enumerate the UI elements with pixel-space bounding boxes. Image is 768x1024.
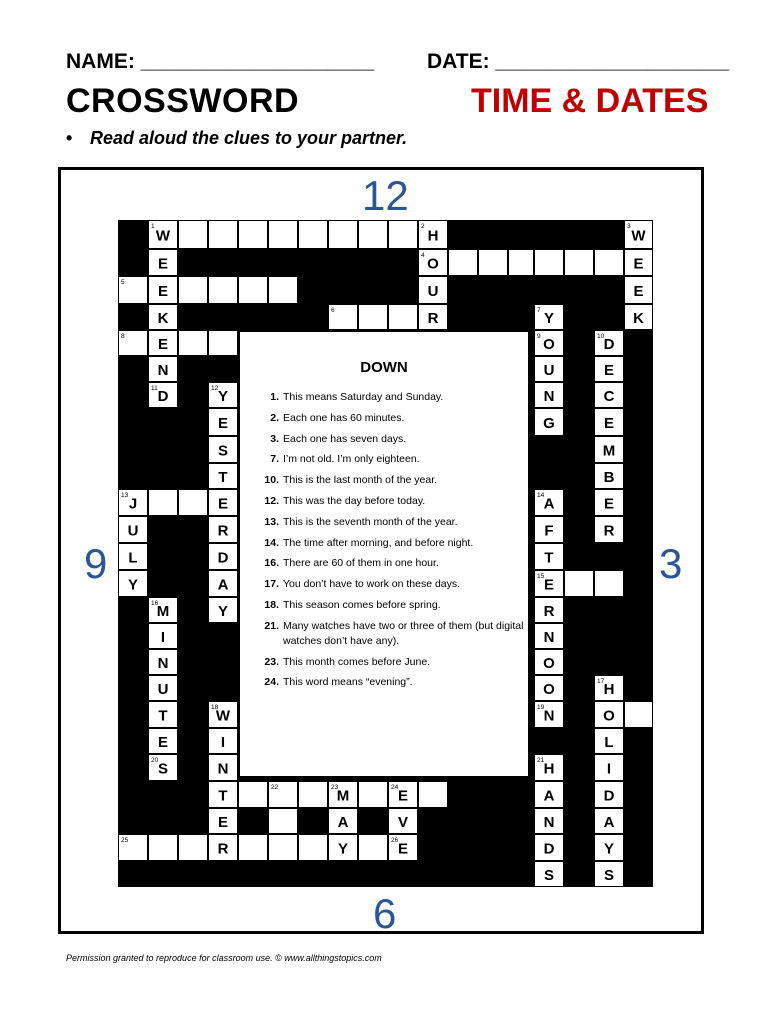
down-clue-number: 21. [264, 619, 279, 632]
cell-letter: Y [603, 840, 615, 858]
date-field-label: DATE: ____________________ [427, 50, 730, 73]
down-clue-text: This month comes before June. [283, 655, 431, 668]
cell-letter: N [217, 760, 229, 778]
grid-cell[interactable] [239, 782, 267, 807]
cell-letter: N [157, 362, 169, 379]
cell-letter: E [603, 415, 615, 432]
cell-letter: H [603, 681, 615, 698]
cell-letter: S [217, 442, 229, 460]
grid-cell[interactable] [149, 835, 177, 860]
clue-number: 20 [151, 757, 159, 764]
clue-number: 4 [421, 252, 425, 259]
down-clue [254, 432, 524, 447]
down-clue [254, 515, 524, 530]
grid-cell[interactable] [269, 835, 297, 860]
cell-letter: D [543, 840, 555, 858]
cell-letter: T [218, 787, 228, 805]
cell-letter: E [157, 336, 169, 353]
cell-letter: D [217, 549, 229, 567]
clue-number: 16 [151, 600, 159, 607]
cell-letter: U [157, 681, 169, 698]
down-clue [254, 494, 524, 509]
grid-cell[interactable] [329, 221, 357, 248]
grid-cell[interactable] [299, 835, 327, 860]
grid-cell[interactable] [565, 250, 593, 275]
page-title: CROSSWORD [66, 82, 300, 120]
cell-letter: E [603, 495, 615, 513]
clue-number: 2 [421, 223, 425, 230]
down-clue-number: 2. [270, 411, 279, 424]
down-clue-number: 3. [270, 432, 279, 445]
cell-letter: D [603, 336, 615, 353]
down-clue-number: 12. [264, 494, 279, 507]
cell-letter: S [543, 867, 555, 884]
cell-letter: R [217, 522, 229, 540]
cell-letter: T [218, 469, 228, 486]
down-clue [254, 598, 524, 613]
down-clue [254, 390, 524, 405]
down-clue-number: 18. [264, 598, 279, 611]
clue-number: 9 [537, 333, 541, 340]
down-clue [254, 452, 524, 467]
cell-letter: D [157, 388, 169, 405]
cell-letter: U [127, 522, 139, 540]
down-clue-text: This was the day before today. [283, 494, 426, 507]
down-clue-text: The time after morning, and before night. [283, 536, 474, 549]
clue-number: 25 [121, 837, 129, 844]
cell-letter: C [603, 388, 615, 405]
cell-letter: R [543, 603, 555, 620]
cell-letter: Y [543, 310, 555, 327]
clue-number: 22 [271, 784, 279, 791]
clue-number: 21 [537, 757, 545, 764]
cell-letter: H [427, 227, 439, 245]
down-clue-text: This means Saturday and Sunday. [283, 391, 444, 403]
down-clue [254, 536, 524, 551]
cell-letter: N [543, 629, 555, 646]
clue-number: 15 [537, 573, 545, 580]
clue-number: 17 [597, 678, 605, 685]
down-clue [254, 411, 524, 426]
cell-letter: R [603, 522, 615, 540]
cell-letter: E [603, 362, 615, 379]
cell-letter: L [128, 549, 138, 567]
grid-cell[interactable] [359, 221, 387, 248]
down-clue-text: Each one has seven days. [283, 432, 407, 445]
down-clue-number: 13. [264, 515, 279, 528]
clue-number: 6 [331, 307, 335, 314]
clock-number-12: 12 [362, 172, 409, 219]
cell-letter: T [158, 707, 168, 725]
down-clue-text: Each one has 60 minutes. [283, 411, 405, 424]
clue-number: 13 [121, 492, 129, 499]
cell-letter: G [543, 415, 555, 432]
grid-cell[interactable] [179, 277, 207, 303]
clock-number-6: 6 [373, 890, 397, 937]
down-clue [254, 577, 524, 592]
cell-letter: S [603, 867, 615, 884]
cell-letter: M [602, 442, 616, 460]
cell-letter: E [217, 814, 229, 831]
grid-cell[interactable] [479, 250, 507, 275]
down-clue-number: 7. [270, 453, 279, 466]
down-clue-text: Many watches have two or three of them (but digital watches don’t have any). [283, 619, 524, 647]
down-clue-text: This is the seventh month of the year. [283, 515, 458, 528]
cell-letter: T [544, 549, 554, 567]
cell-letter: W [215, 707, 231, 725]
cell-letter: Y [217, 388, 229, 405]
down-clue-list [254, 390, 524, 696]
grid-cell[interactable] [149, 490, 177, 515]
clue-number: 24 [391, 784, 399, 791]
grid-cell[interactable] [535, 250, 563, 275]
down-clue-number: 16. [264, 557, 279, 570]
grid-cell[interactable] [299, 782, 327, 807]
down-clue-text: You don’t have to work on these days. [283, 578, 461, 591]
grid-cell[interactable] [179, 221, 207, 248]
grid-cell[interactable] [269, 221, 297, 248]
cell-letter: O [427, 255, 439, 273]
cell-letter: R [427, 310, 439, 327]
grid-cell[interactable] [359, 782, 387, 807]
cell-letter: U [543, 362, 555, 379]
down-clue-text: I’m not old. I’m only eighteen. [283, 453, 420, 466]
down-clue [254, 619, 524, 649]
cell-letter: V [397, 814, 409, 831]
cell-letter: R [217, 840, 229, 858]
grid-cell[interactable] [509, 250, 533, 275]
cell-letter: I [606, 760, 612, 778]
clue-number: 3 [627, 223, 631, 230]
cell-letter: O [603, 707, 615, 725]
grid-cell[interactable] [359, 305, 387, 329]
cell-letter: E [157, 734, 169, 751]
grid-cell[interactable] [299, 221, 327, 248]
cell-letter: K [157, 310, 169, 327]
cell-letter: W [631, 227, 646, 245]
clue-number: 12 [211, 385, 219, 392]
clue-number: 1 [151, 223, 155, 230]
clue-number: 8 [121, 333, 125, 340]
cell-letter: M [156, 603, 170, 620]
cell-letter: A [543, 495, 555, 513]
grid-cell[interactable] [595, 571, 623, 596]
cell-letter: O [543, 336, 555, 353]
cell-letter: Y [337, 840, 349, 858]
down-clue-number: 17. [264, 578, 279, 591]
down-clues-panel [240, 332, 528, 776]
clock-number-9: 9 [84, 540, 108, 587]
down-clue-number: 23. [264, 655, 279, 668]
down-clue [254, 473, 524, 488]
cell-letter: A [217, 576, 229, 594]
cell-letter: Y [127, 576, 139, 594]
cell-letter: F [544, 522, 554, 540]
cell-letter: B [603, 469, 615, 486]
cell-letter: A [337, 814, 349, 831]
topic-title: TIME & DATES [471, 82, 709, 120]
down-clue-number: 1. [270, 391, 279, 403]
down-clue-number: 14. [264, 536, 279, 549]
cell-letter: S [157, 760, 169, 778]
down-heading: DOWN [360, 359, 408, 376]
cell-letter: N [543, 814, 555, 831]
down-clue [254, 675, 524, 690]
grid-cell[interactable] [179, 490, 207, 515]
down-clue-text: This word means “evening”. [283, 676, 413, 689]
clue-number: 26 [391, 837, 399, 844]
clue-number: 5 [121, 279, 125, 286]
cell-letter: I [160, 629, 166, 646]
cell-letter: E [157, 283, 169, 300]
grid-cell[interactable] [209, 277, 237, 303]
grid-cell[interactable] [565, 571, 593, 596]
cell-letter: Y [217, 603, 229, 620]
clue-number: 14 [537, 492, 545, 499]
clue-number: 10 [597, 333, 605, 340]
cell-letter: E [633, 283, 644, 300]
cell-letter: I [220, 734, 226, 751]
instruction-row [66, 128, 407, 149]
cell-letter: E [397, 787, 409, 805]
instruction-text: Read aloud the clues to your partner. [90, 128, 408, 148]
cell-letter: E [633, 255, 644, 273]
grid-cell[interactable] [239, 835, 267, 860]
down-clue-text: This is the last month of the year. [283, 474, 438, 487]
bullet-icon: • [66, 128, 73, 148]
cell-letter: J [128, 495, 138, 513]
cell-letter: O [543, 681, 555, 698]
cell-letter: N [543, 707, 555, 725]
clue-number: 19 [537, 704, 545, 711]
grid-cell[interactable] [209, 221, 237, 248]
cell-letter: H [543, 760, 555, 778]
clue-number: 23 [331, 784, 339, 791]
down-clue-text: There are 60 of them in one hour. [283, 557, 439, 570]
down-clue [254, 556, 524, 571]
down-clue [254, 655, 524, 670]
grid-cell[interactable] [419, 782, 447, 807]
footer-permission: Permission granted to reproduce for classroom use. © www.allthingstopics.com [66, 953, 382, 963]
cell-letter: A [603, 814, 615, 831]
cell-letter: D [603, 787, 615, 805]
clock-number-3: 3 [659, 540, 683, 587]
clue-number: 18 [211, 704, 219, 711]
grid-cell[interactable] [179, 835, 207, 860]
name-field-label: NAME: ____________________ [66, 50, 375, 73]
cell-letter: M [336, 787, 350, 805]
grid-cell[interactable] [269, 277, 297, 303]
cell-letter: O [543, 655, 555, 672]
cell-letter: L [604, 734, 614, 751]
cell-letter: E [543, 576, 555, 594]
clue-number: 7 [537, 307, 541, 314]
grid-cell[interactable] [179, 331, 207, 355]
cell-letter: K [633, 310, 644, 327]
cell-letter: N [157, 655, 169, 672]
down-clue-number: 10. [264, 474, 279, 487]
cell-letter: E [397, 840, 409, 858]
cell-letter: N [543, 388, 555, 405]
grid-cell[interactable] [269, 809, 297, 833]
grid-cell[interactable] [625, 702, 652, 727]
grid-cell[interactable] [239, 221, 267, 248]
grid-cell[interactable] [595, 250, 623, 275]
cell-letter: E [217, 495, 229, 513]
cell-letter: E [157, 255, 169, 273]
grid-cell[interactable] [209, 331, 237, 355]
cell-letter: E [217, 415, 229, 432]
grid-cell[interactable] [449, 250, 477, 275]
grid-cell[interactable] [389, 305, 417, 329]
grid-cell[interactable] [359, 835, 387, 860]
cell-letter: W [155, 227, 171, 245]
down-clue-text: This season comes before spring. [283, 598, 441, 611]
down-clue-number: 24. [264, 676, 279, 689]
grid-cell[interactable] [239, 277, 267, 303]
grid-cell[interactable] [389, 221, 417, 248]
clue-number: 11 [151, 385, 158, 392]
cell-letter: A [543, 787, 555, 805]
cell-letter: U [427, 283, 439, 300]
